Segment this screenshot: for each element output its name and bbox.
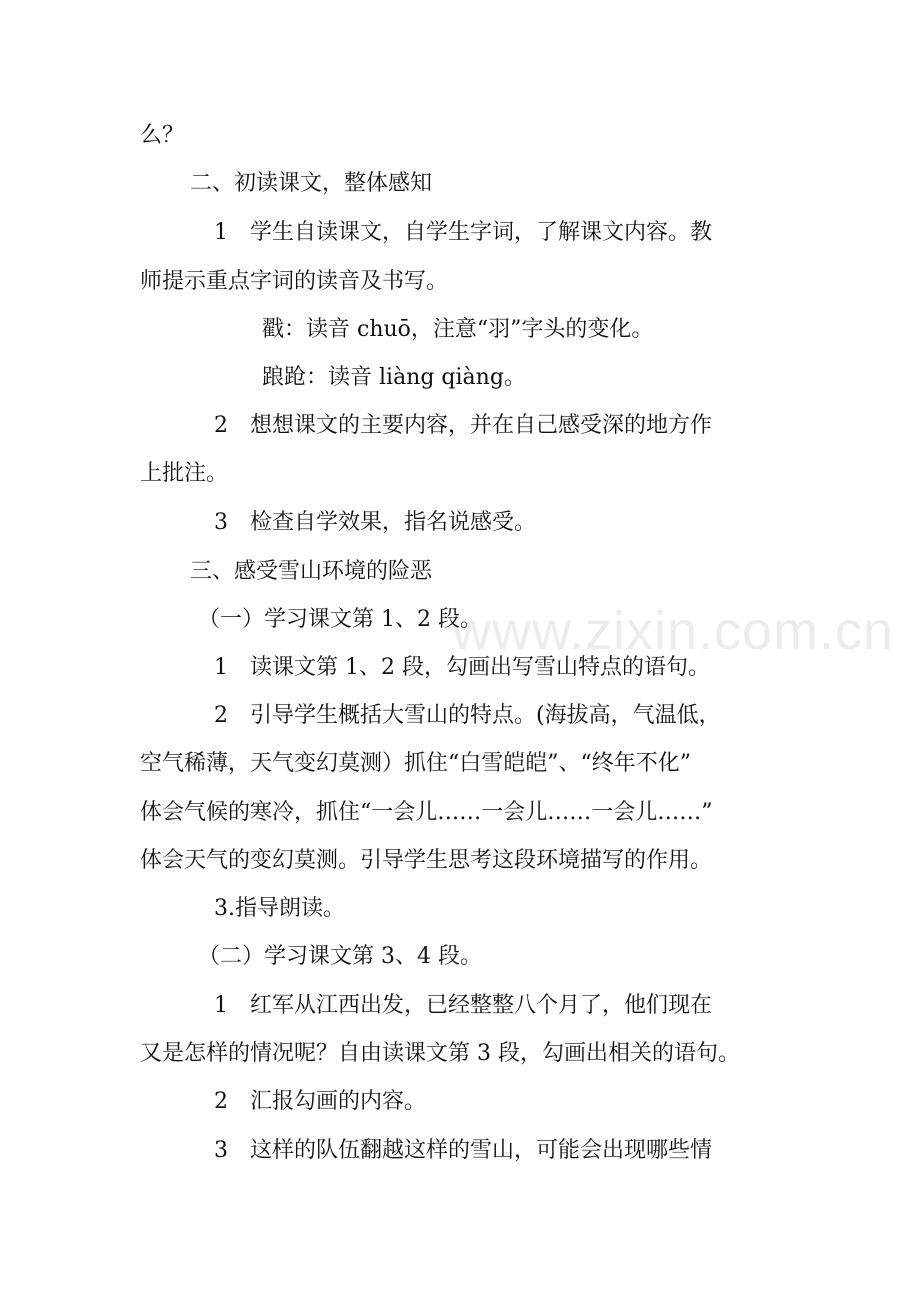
item-number: 3 [214,510,228,535]
list-item: 1 学生自读课文，自学生字词，了解课文内容。教 [214,218,712,248]
text-line: 体会天气的变幻莫测。引导学生思考这段环境描写的作用。 [140,848,713,873]
item-number: 1 [214,220,228,245]
text-line: 体会气候的寒冷，抓住“一会儿……一会儿……一会儿……” [140,800,713,825]
item-number: 2 [214,1089,228,1114]
item-number: 1 [214,655,228,680]
list-item: 1 读课文第 1、2 段，勾画出写雪山特点的语句。 [214,653,710,683]
pinyin-note: 踉跄：读音 liàng qiàng。 [262,365,526,390]
item-number: 3 [214,1138,228,1163]
list-item: 3.指导朗读。 [214,896,345,921]
pinyin-note: 戳：读音 chuō，注意“羽”字头的变化。 [262,317,654,342]
item-number: 2 [214,703,228,728]
text-line: 空气稀薄，天气变幻莫测）抓住“白雪皑皑”、“终年不化” [140,751,691,776]
item-number: 2 [214,413,228,438]
item-number: 1 [214,993,228,1018]
text-line: 上批注。 [140,461,229,486]
list-item: 2 引导学生概括大雪山的特点。(海拔高，气温低， [214,701,721,731]
list-item: 3 检查自学效果，指名说感受。 [214,508,536,538]
section-heading: 三、感受雪山环境的险恶 [190,559,433,584]
subsection-heading: （二）学习课文第 3、4 段。 [198,944,482,969]
text-line: 师提示重点字词的读音及书写。 [140,269,449,294]
list-item: 2 想想课文的主要内容，并在自己感受深的地方作 [214,411,712,441]
list-item: 1 红军从江西出发，已经整整八个月了，他们现在 [214,991,712,1021]
watermark: www.zixin.com.cn [452,601,895,661]
list-item: 2 汇报勾画的内容。 [214,1087,426,1117]
section-heading: 二、初读课文，整体感知 [190,171,433,196]
list-item: 3 这样的队伍翻越这样的雪山，可能会出现哪些情 [214,1136,712,1166]
text-line: 么？ [140,123,185,148]
text-line: 又是怎样的情况呢？自由读课文第 3 段，勾画出相关的语句。 [140,1041,740,1066]
subsection-heading: （一）学习课文第 1、2 段。 [198,607,482,632]
